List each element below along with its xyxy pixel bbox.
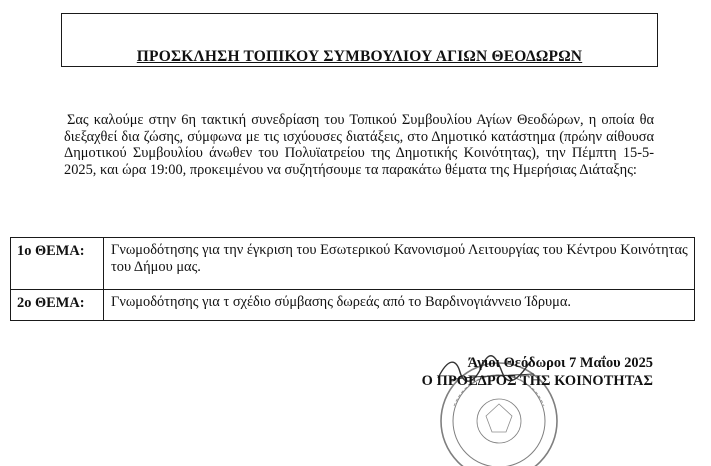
topic-number: 2ο ΘΕΜΑ:	[11, 290, 104, 321]
topic-description: Γνωμοδότησης για την έγκριση του Εσωτερικού Κανονισμού Λειτουργίας του Κέντρου Κοινότητας του Δήμου μας.	[104, 238, 695, 290]
signature-date: Άγιοι Θεόδωροι 7 Μαΐου 2025	[467, 355, 653, 371]
agenda-row	[11, 290, 695, 321]
invitation-paragraph: Σας καλούμε στην 6η τακτική συνεδρίαση του Τοπικού Συμβουλίου Αγίων Θεοδώρων, η οποία θα διεξαχθεί δια ζώσης, σύμφωνα με τις ισχύουσες διατάξεις, στο Δημοτικό κατάστημα (πρώην αίθουσα Δημοτικού Συμβουλίου άνωθεν του Πολυϊατρείου της Δημοτικής Κοινότητας), την Πέμπτη 15-5-2025, και ώρα 19:00, προκειμένου να συζητήσουμε τα παρακάτω θέματα της Ημερήσιας Διάταξης:	[64, 112, 654, 178]
document-title: ΠΡΟΣΚΛΗΣΗ ΤΟΠΙΚΟΥ ΣΥΜΒΟΥΛΙΟΥ ΑΓΙΩΝ ΘΕΟΔΩΡΩΝ	[136, 48, 583, 65]
agenda-row	[11, 238, 695, 290]
signature-role: Ο ΠΡΟΕΔΡΟΣ ΤΗΣ ΚΟΙΝΟΤΗΤΑΣ	[421, 373, 653, 389]
agenda-table	[10, 237, 695, 321]
title-box	[61, 13, 658, 67]
topic-description: Γνωμοδότησης για τ σχέδιο σύμβασης δωρεάς από το Βαρδινογιάννειο Ίδρυμα.	[104, 290, 695, 321]
topic-number: 1ο ΘΕΜΑ:	[11, 238, 104, 290]
